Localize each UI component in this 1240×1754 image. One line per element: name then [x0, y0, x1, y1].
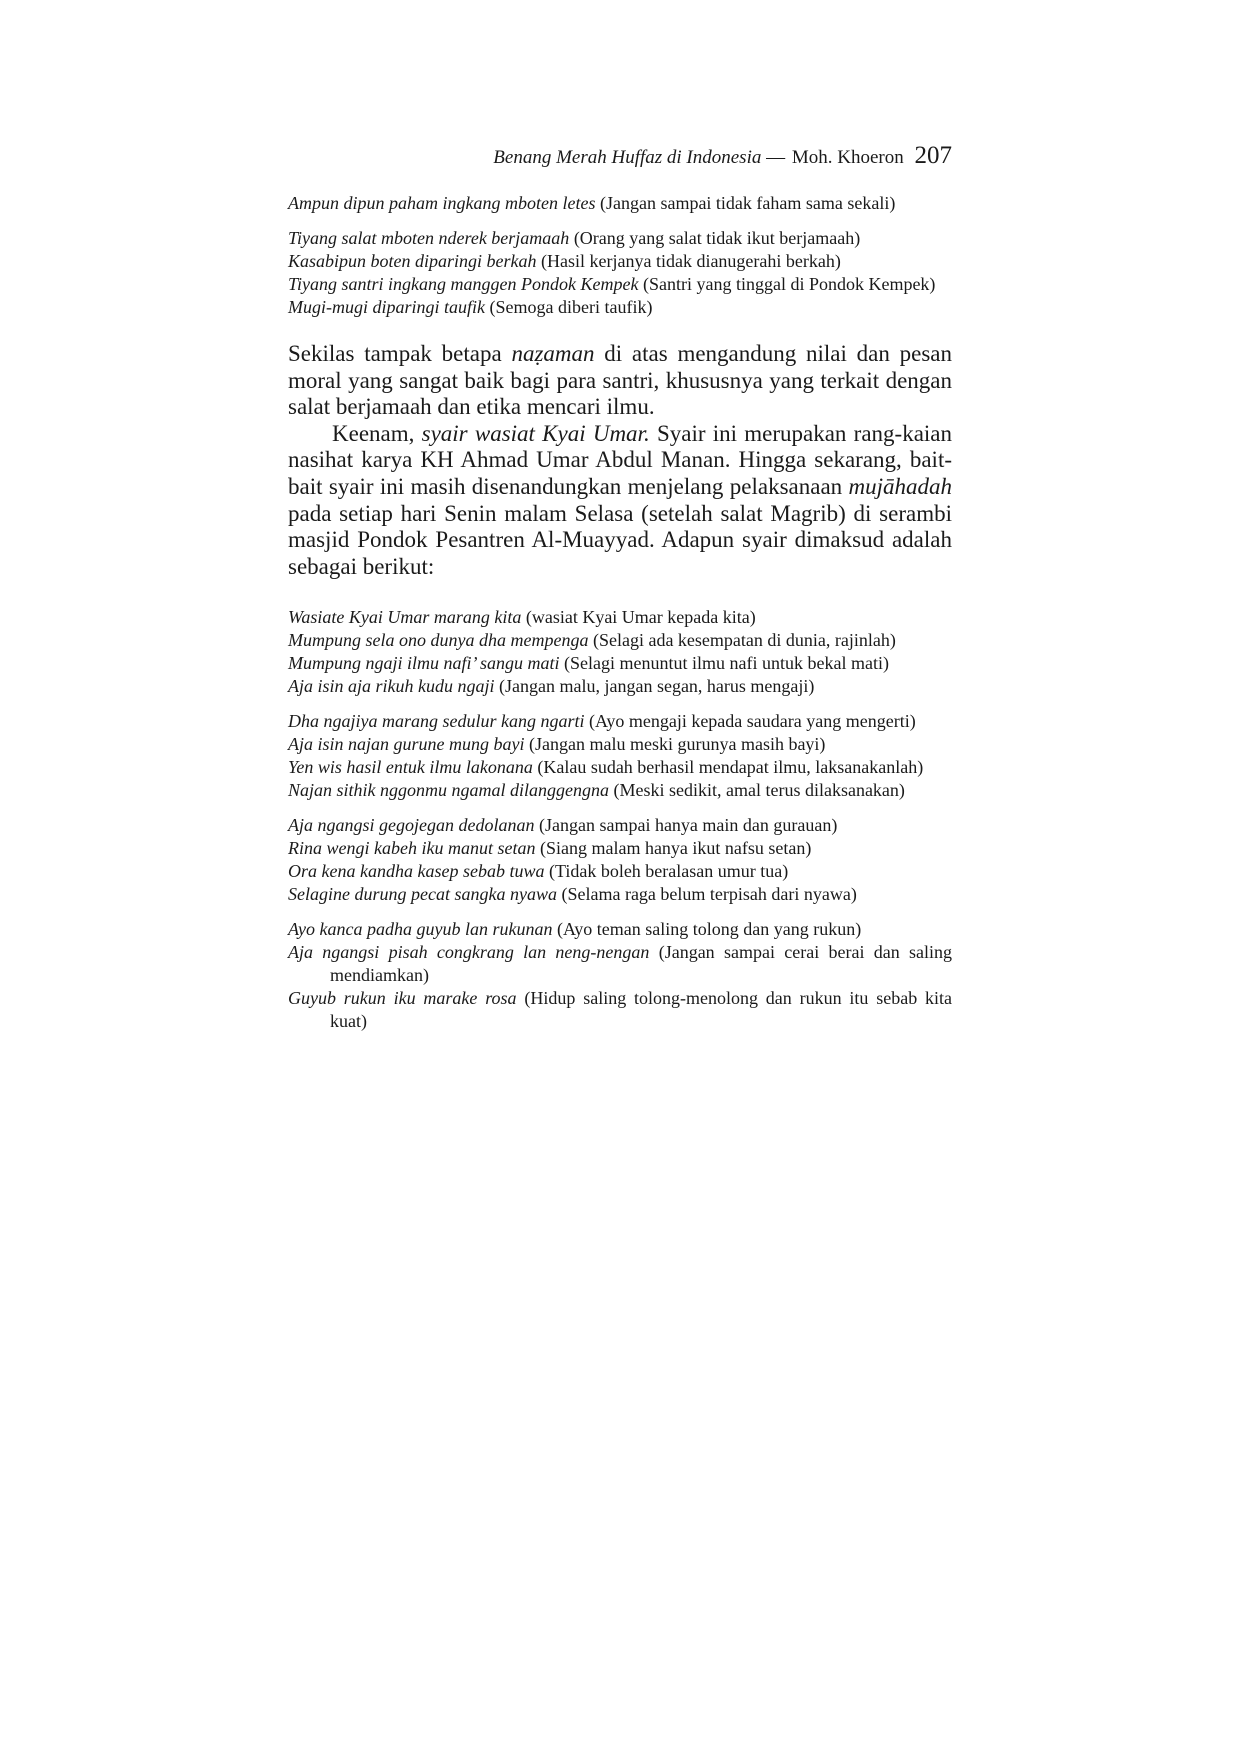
verse-line [288, 941, 952, 987]
verse-line [288, 733, 952, 756]
verse-line [288, 756, 952, 779]
javanese-text: Wasiate Kyai Umar marang kita [288, 607, 522, 628]
book-page [288, 138, 952, 1045]
verse-line [288, 629, 952, 652]
verse-stanza [288, 192, 952, 215]
translation-text: (Siang malam hanya ikut nafsu setan) [539, 838, 812, 859]
running-header [288, 138, 952, 174]
javanese-text: Kasabipun boten diparingi berkah [288, 251, 537, 271]
javanese-text: Dha ngajiya marang sedulur kang ngarti [288, 711, 585, 732]
translation-text: (Jangan sampai tidak faham sama sekali) [599, 193, 896, 213]
text-run: Keenam, [332, 420, 422, 446]
javanese-text: Mumpung ngaji ilmu nafi’ sangu mati [288, 653, 560, 674]
javanese-text: Tiyang santri ingkang manggen Pondok Kempek [288, 274, 639, 294]
javanese-text: Tiyang salat mboten nderek berjamaah [288, 228, 570, 248]
verse-stanza [288, 814, 952, 906]
javanese-text: Ayo kanca padha guyub lan rukunan [288, 919, 553, 940]
verse-line [288, 918, 952, 941]
spacer [288, 580, 952, 606]
translation-text: (Hidup saling tolong-menolong dan rukun itu sebab kita kuat) [330, 988, 953, 1032]
verse-line [288, 273, 952, 296]
translation-text: (Jangan malu meski gurunya masih bayi) [529, 734, 826, 755]
text-run: Syair ini merupakan rang-kaian nasihat karya KH Ahmad Umar Abdul Manan. Hingga sekarang, bait-bait syair ini masih disenandungkan menjelang pelaksanaan [288, 420, 952, 499]
translation-text: (Jangan sampai cerai berai dan saling mendiamkan) [330, 942, 953, 986]
verse-stanza [288, 918, 952, 1033]
italic-term: naẓaman [511, 341, 595, 366]
verse-stanza [288, 606, 952, 698]
verses-top [288, 192, 952, 319]
translation-text: (Hasil kerjanya tidak dianugerahi berkah) [541, 251, 841, 271]
verse-line [288, 837, 952, 860]
javanese-text: Najan sithik nggonmu ngamal dilanggengna [288, 780, 609, 801]
book-title: Benang Merah Huffaz di Indonesia [493, 147, 762, 168]
verse-line [288, 192, 952, 215]
translation-text: (Semoga diberi taufik) [489, 297, 653, 317]
verse-line [288, 779, 952, 802]
javanese-text: Ampun dipun paham ingkang mboten letes [288, 193, 596, 213]
translation-text: (Jangan malu, jangan segan, harus mengaji) [499, 676, 815, 697]
author-name: Moh. Khoeron [791, 147, 904, 168]
translation-text: (Ayo mengaji kepada saudara yang mengerti) [589, 711, 916, 732]
verse-line [288, 987, 952, 1033]
italic-term: syair wasiat Kyai Umar. [421, 420, 650, 446]
verse-stanza [288, 227, 952, 319]
text-run: Sekilas tampak betapa [288, 341, 512, 366]
translation-text: (Meski sedikit, amal terus dilaksanakan) [613, 780, 905, 801]
javanese-text: Aja ngangsi pisah congkrang lan neng-nengan [288, 942, 650, 963]
verse-line [288, 606, 952, 629]
javanese-text: Aja isin aja rikuh kudu ngaji [288, 676, 495, 697]
javanese-text: Mugi-mugi diparingi taufik [288, 297, 485, 317]
paragraph-2 [288, 421, 952, 581]
verse-line [288, 710, 952, 733]
text-run: di atas mengandung nilai dan pesan moral yang sangat baik bagi para santri, khususnya yang terkait dengan salat berjamaah dan etika mencari ilmu. [288, 341, 952, 420]
header-dash: — [766, 147, 786, 168]
verse-line [288, 227, 952, 250]
javanese-text: Aja ngangsi gegojegan dedolanan [288, 815, 535, 836]
translation-text: (Ayo teman saling tolong dan yang rukun) [556, 919, 862, 940]
translation-text: (Selama raga belum terpisah dari nyawa) [561, 884, 857, 905]
translation-text: (Jangan sampai hanya main dan gurauan) [538, 815, 838, 836]
paragraph-1 [288, 341, 952, 421]
text-run: pada setiap hari Senin malam Selasa (setelah salat Magrib) di serambi masjid Pondok Pesantren Al-Muayyad. Adapun syair dimaksud adalah sebagai berikut: [288, 500, 952, 579]
verse-stanza [288, 710, 952, 802]
javanese-text: Yen wis hasil entuk ilmu lakonana [288, 757, 533, 778]
page-number: 207 [914, 142, 952, 169]
translation-text: (Tidak boleh beralasan umur tua) [548, 861, 789, 882]
translation-text: (Selagi ada kesempatan di dunia, rajinlah) [592, 630, 896, 651]
verse-line [288, 675, 952, 698]
verses-bottom [288, 606, 952, 1033]
translation-text: (Selagi menuntut ilmu nafi untuk bekal mati) [564, 653, 889, 674]
translation-text: (Kalau sudah berhasil mendapat ilmu, laksanakanlah) [537, 757, 924, 778]
javanese-text: Mumpung sela ono dunya dha mempenga [288, 630, 589, 651]
translation-text: (wasiat Kyai Umar kepada kita) [525, 607, 756, 628]
italic-term: mujāhadah [848, 473, 952, 499]
javanese-text: Guyub rukun iku marake rosa [288, 988, 517, 1009]
javanese-text: Rina wengi kabeh iku manut setan [288, 838, 536, 859]
verse-line [288, 296, 952, 319]
verse-line [288, 860, 952, 883]
verse-line [288, 250, 952, 273]
javanese-text: Selagine durung pecat sangka nyawa [288, 884, 557, 905]
verse-line [288, 883, 952, 906]
javanese-text: Ora kena kandha kasep sebab tuwa [288, 861, 545, 882]
translation-text: (Santri yang tinggal di Pondok Kempek) [642, 274, 936, 294]
verse-line [288, 652, 952, 675]
translation-text: (Orang yang salat tidak ikut berjamaah) [573, 228, 861, 248]
verse-line [288, 814, 952, 837]
javanese-text: Aja isin najan gurune mung bayi [288, 734, 525, 755]
